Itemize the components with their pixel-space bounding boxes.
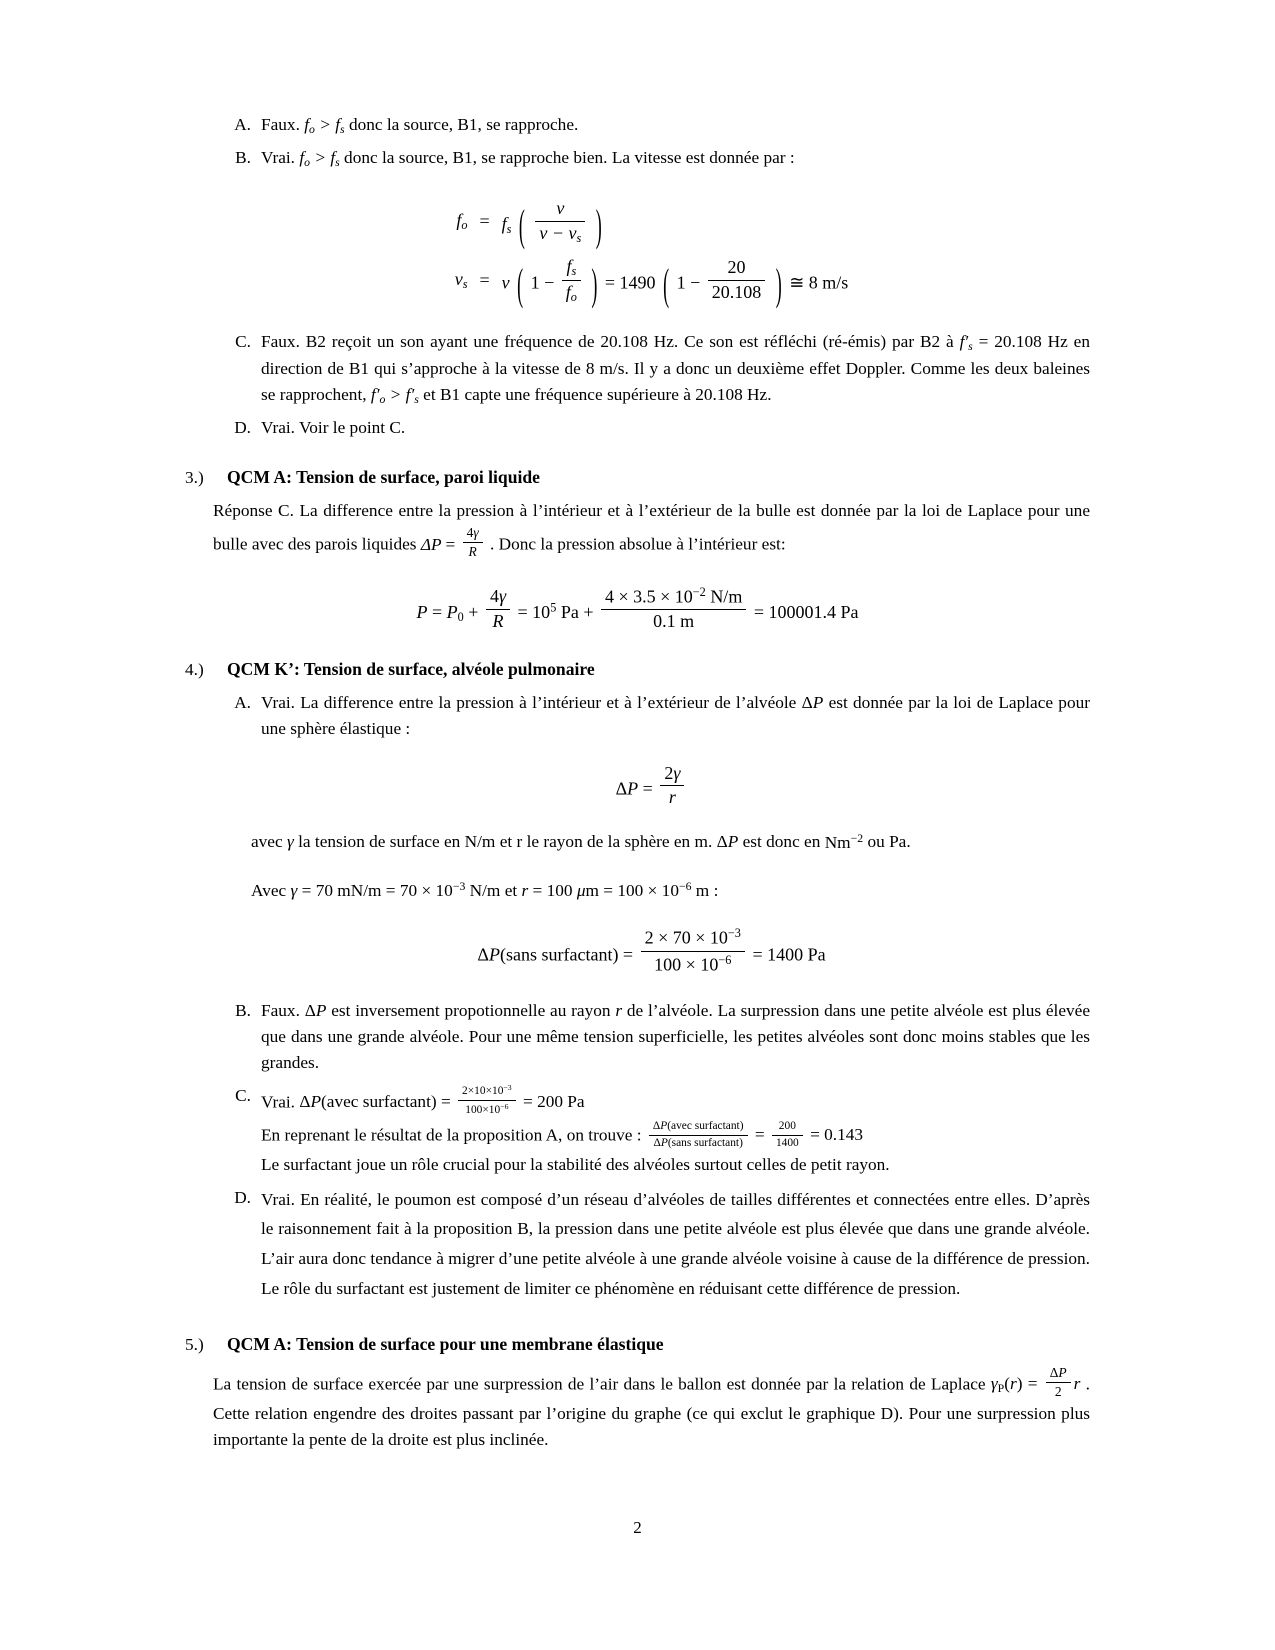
answer-b-math: $f_o > f_s$ [299,147,340,169]
section-5-number: 5.) [185,1334,204,1354]
section4-answer-label-a: A. [234,692,251,712]
section4-c-line2 [261,1120,1090,1151]
section-5-text-2: . Cette relation engendre des droites passant par l’origine du graphe (ce qui exclut le graphique D). Pour une surpression plus importante la pente de la droite est plus inclinée. [213,1374,1090,1449]
section-5-heading [185,1334,1090,1355]
section4-a-note-3: est donc en [742,832,821,852]
answer-label-c: C. [235,332,251,352]
answer-label-d: D. [234,418,251,438]
section4-b-math-a: ΔP [304,1000,327,1020]
section-3-inline-math: ΔP = $\frac{4\gamma}{R}$ [421,535,490,554]
answer-c-math-fo-fs-prime: $f'_o > f'_s$ [370,385,419,407]
section4-answer-body-d: Vrai. En réalité, le poumon est composé d’un réseau d’alvéoles de tailles différentes et connectées entre elles. D’après le raisonnement fait à la proposition B, la pression dans une petite alvéole est plus élevée que dans une grande alvéole. L’air aura donc tendance à migrer d’une petite alvéole à une grande alvéole voisine à cause de la différence de pression. Le rôle du surfactant est justement de limiter ce phénomène en réduisant cette différence de pression. [261,1189,1090,1298]
section4-c-line2-text: En reprenant le résultat de la proposition A, on trouve : [261,1125,642,1145]
section4-answer-item-d [213,1185,1090,1304]
section4-a-math1: ΔP [801,692,824,712]
section-3-heading [185,467,1090,488]
section4-a-note-before: avec [251,832,283,852]
answer-c-math-fs-prime: $f'_s$ [959,332,973,354]
section4-answer-label-d: D. [234,1187,251,1207]
section4-a-note-gamma: γ [286,832,294,852]
section4-b-math-b: r [615,1000,623,1020]
section-5-text-1: La tension de surface exercée par une surpression de l’air dans le ballon est donnée par la relation de Laplace [213,1374,986,1394]
section4-a-givens-math: Avec γ = 70 $mN/m = 70 \times 10^{-3}$ N/m et r = 100 $\mu m = 100 \times 10^{-6}$ m : [251,879,719,900]
section-3-text-1: Réponse C. La difference entre la pression à l’intérieur et à l’extérieur de la bulle est donnée par la loi de Laplace pour une bulle avec des parois liquides [213,501,1090,554]
answer-c-line3a: effet Doppler. Comme les deux baleines se rapprochent, [261,359,1090,405]
section-4-title: QCM K’: Tension de surface, alvéole pulmonaire [227,658,595,679]
section4-c-line1 [261,1083,1090,1118]
section-3-number: 3.) [185,468,204,488]
answer-body-b [261,145,1090,172]
answer-body-c [261,329,1090,409]
section-5-title: QCM A: Tension de surface pour une membrane élastique [227,1333,664,1354]
section4-b-text-a: Faux. [261,1000,300,1020]
section-3-body [213,498,1090,560]
section4-b-text-b: est inversement propotionnelle au rayon [331,1000,611,1020]
section4-a-note-2: et r le rayon de la sphère en m. [499,832,713,852]
answer-c-line2: = 20.108 Hz en direction de B1 qui s’approche à la vitesse de 8 m/s. Il y a donc un deuxième [261,332,1090,378]
answer-label-b: B. [235,147,251,167]
section-3-equation: $P = P_0$ + $\frac{4\gamma}{R}$ = $10^5$ Pa + $\frac{4 \times 3.5 \times 10^{-2} N/m}{0.1 m}$ = 100001.4 Pa [416,584,859,632]
answer-item-a [213,112,1090,139]
section4-a-givens [251,878,1090,904]
section4-answer-item-b [213,998,1090,1077]
section-4-answers [213,690,1090,1304]
page-content [185,112,1090,1453]
section4-b-text-c: de l’alvéole. La surpression dans une petite alvéole est plus élevée que dans une grande alvéole. Pour une même tension superficielle, les petites alvéoles sont donc moins stables que les grandes. [261,1000,1090,1073]
section4-a-note [251,829,1090,855]
section4-c-line1-text: Vrai. [261,1092,295,1112]
section-3-title: QCM A: Tension de surface, paroi liquide [227,467,540,488]
section4-answer-body-a [261,690,1090,743]
section-4-heading [185,659,1090,680]
answer-c-line4: supérieure à 20.108 Hz. [606,385,772,405]
section4-c-line3: Le surfactant joue un rôle crucial pour la stabilité des alvéoles surtout celles de petit rayon. [261,1155,890,1175]
section-3-text-2: . Donc la pression absolue à l’intérieur est: [490,534,786,554]
section4-a-text2: est donnée par la loi de Laplace pour une sphère élastique : [261,692,1090,739]
doppler-equation: $f_o$ = $f_s$ ( $\frac{v}{v - v_s}$ ) $v_s$ = v ( 1 − $\frac{f_s}{f_o}$ ) = 1490 ( 1 − $\frac{20}{20.108}$ ) ≅ 8 m/s [454,197,849,309]
section4-a-note-4: ou Pa. [867,832,911,852]
section4-a-note-1: la tension de surface en [298,832,461,852]
answer-b-text-after: donc la source, B1, se rapproche bien. La vitesse est donnée par : [344,147,795,167]
section4-a-note-math: ΔP [716,832,739,852]
section4-answer-body-c [261,1083,1090,1179]
section4-answer-label-c: C. [235,1085,251,1105]
section4-c-line1-math: ΔP(avec surfactant) = $\frac{2\times 10\times 10^{-3}}{100\times 10^{-6}}$ = 200 Pa [299,1082,585,1116]
section4-a-equation: ΔP = $\frac{2\gamma}{r}$ [213,763,1090,810]
section4-answer-item-c [213,1083,1090,1179]
answer-a-text-before: Faux. [261,115,300,134]
section-5-inline-math: $\gamma_P(r)$ = $\frac{\Delta P}{2}$ r [990,1364,1081,1400]
section4-a-note-unit1: N/m [464,832,496,852]
answer-a-math: $f_o > f_s$ [304,115,345,137]
answer-label-a: A. [234,115,251,134]
section4-a-note-unit2: $Nm^{-2}$ [824,831,864,852]
answer-c-line1: Faux. B2 reçoit un son ayant une fréquence de 20.108 Hz. Ce son est réfléchi (ré-émis) par B2 à [261,332,954,352]
answer-b-text-before: Vrai. [261,147,295,167]
answer-item-b [213,145,1090,172]
section4-a-text1: Vrai. La difference entre la pression à l’intérieur et à l’extérieur de l’alvéole [261,692,797,712]
answer-body-a [261,112,1090,139]
question2-answers [213,112,1090,441]
answer-a-text-after: donc la source, B1, se rapproche. [348,115,579,134]
answer-item-c [213,329,1090,409]
section-5-body [213,1365,1090,1454]
section4-answer-item-a [213,690,1090,743]
page-number: 2 [633,1518,642,1537]
answer-item-d [213,415,1090,441]
section4-a-result-equation: ΔP(sans surfactant) = $\frac{2 \times 70 \times 10^{-3}}{100 \times 10^{-6}}$ = 1400 Pa [477,926,826,974]
answer-c-line3b: et B1 capte une fréquence [423,385,603,405]
section4-c-line2-math: $\frac{\text{ΔP(avec surfactant)}}{\text{ΔP(sans surfactant)}}$ = $\frac{200}{1400}$ = 0.143 [646,1125,863,1144]
section-4-number: 4.) [185,659,204,679]
section4-answer-label-b: B. [235,1000,251,1020]
section4-answer-body-b [261,998,1090,1077]
answer-body-d: Vrai. Voir le point C. [261,418,406,438]
